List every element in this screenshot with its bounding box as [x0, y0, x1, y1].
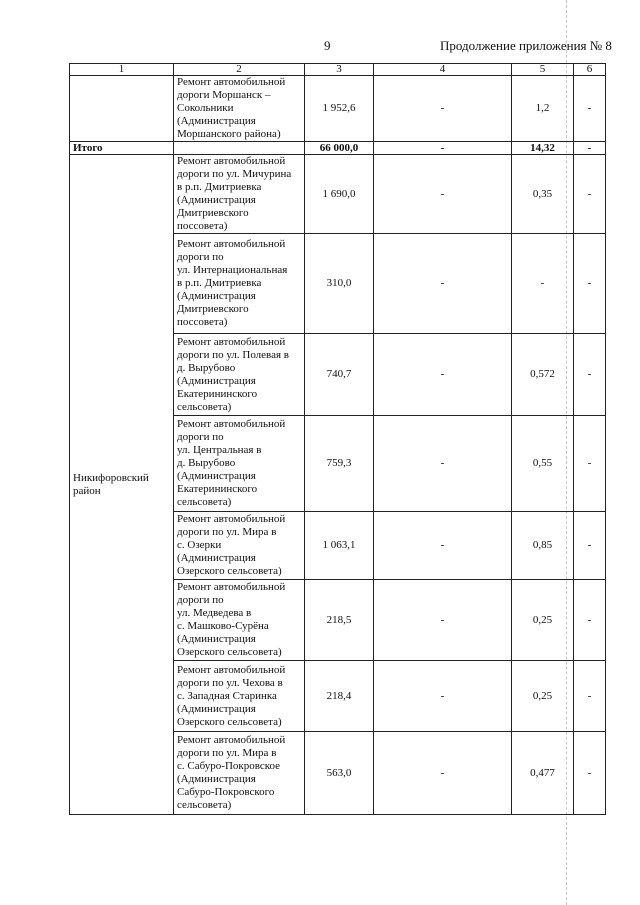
roads-table: [69, 63, 606, 815]
value-cell: -: [374, 512, 512, 580]
length-cell: -: [512, 234, 574, 334]
value-cell: -: [374, 580, 512, 661]
amount-cell: 1 063,1: [305, 512, 374, 580]
road-name-cell: Ремонт автомобильной дороги по ул. Полевая в д. Вырубово (Администрация Екатерининского сельсовета): [174, 334, 305, 416]
total-empty-cell: [174, 142, 305, 155]
length-cell: 0,25: [512, 580, 574, 661]
road-name-cell: Ремонт автомобильной дороги по ул. Интернациональная в р.п. Дмитриевка (Администрация Дмитриевского поссовета): [174, 234, 305, 334]
value-cell: -: [374, 416, 512, 512]
length-cell: 0,35: [512, 155, 574, 234]
length-cell: 1,2: [512, 76, 574, 142]
value-cell: -: [574, 155, 606, 234]
column-header: 1: [70, 64, 174, 76]
value-cell: -: [374, 76, 512, 142]
road-name-cell: Ремонт автомобильной дороги по ул. Мира в с. Озерки (Администрация Озерского сельсовета): [174, 512, 305, 580]
value-cell: -: [374, 155, 512, 234]
road-name-cell: Ремонт автомобильной дороги Моршанск – Сокольники (Администрация Моршанского района): [174, 76, 305, 142]
amount-cell: 563,0: [305, 732, 374, 815]
total-label: Итого: [70, 142, 174, 155]
column-header: 2: [174, 64, 305, 76]
amount-cell: 218,4: [305, 661, 374, 732]
length-cell: 0,85: [512, 512, 574, 580]
amount-cell: 218,5: [305, 580, 374, 661]
column-header: 4: [374, 64, 512, 76]
length-cell: 0,55: [512, 416, 574, 512]
district-cell: Никифоровский район: [70, 155, 174, 815]
continuation-title: Продолжение приложения № 8: [440, 38, 612, 53]
value-cell: -: [574, 512, 606, 580]
table-row: [70, 76, 606, 142]
total-value: -: [574, 142, 606, 155]
column-number-header-row: [70, 64, 606, 76]
total-length: 14,32: [512, 142, 574, 155]
column-header: 3: [305, 64, 374, 76]
total-amount: 66 000,0: [305, 142, 374, 155]
value-cell: -: [374, 732, 512, 815]
road-name-cell: Ремонт автомобильной дороги по ул. Мира в с. Сабуро-Покровское (Администрация Сабуро-Покровского сельсовета): [174, 732, 305, 815]
road-name-cell: Ремонт автомобильной дороги по ул. Медведева в с. Машково-Сурёна (Администрация Озерского сельсовета): [174, 580, 305, 661]
amount-cell: 310,0: [305, 234, 374, 334]
value-cell: -: [574, 334, 606, 416]
value-cell: -: [574, 732, 606, 815]
table-row: [70, 155, 606, 234]
district-cell-empty: [70, 76, 174, 142]
amount-cell: 740,7: [305, 334, 374, 416]
amount-cell: 1 690,0: [305, 155, 374, 234]
amount-cell: 1 952,6: [305, 76, 374, 142]
length-cell: 0,477: [512, 732, 574, 815]
value-cell: -: [574, 416, 606, 512]
column-header: 5: [512, 64, 574, 76]
value-cell: -: [374, 661, 512, 732]
length-cell: 0,25: [512, 661, 574, 732]
column-header: 6: [574, 64, 606, 76]
road-name-cell: Ремонт автомобильной дороги по ул. Центральная в д. Вырубово (Администрация Екатерининского сельсовета): [174, 416, 305, 512]
total-value: -: [374, 142, 512, 155]
value-cell: -: [574, 580, 606, 661]
value-cell: -: [374, 234, 512, 334]
amount-cell: 759,3: [305, 416, 374, 512]
road-name-cell: Ремонт автомобильной дороги по ул. Чехова в с. Западная Старинка (Администрация Озерского сельсовета): [174, 661, 305, 732]
total-row: [70, 142, 606, 155]
page-number: 9: [324, 38, 331, 53]
value-cell: -: [574, 76, 606, 142]
value-cell: -: [574, 234, 606, 334]
value-cell: -: [574, 661, 606, 732]
length-cell: 0,572: [512, 334, 574, 416]
value-cell: -: [374, 334, 512, 416]
road-name-cell: Ремонт автомобильной дороги по ул. Мичурина в р.п. Дмитриевка (Администрация Дмитриевского поссовета): [174, 155, 305, 234]
